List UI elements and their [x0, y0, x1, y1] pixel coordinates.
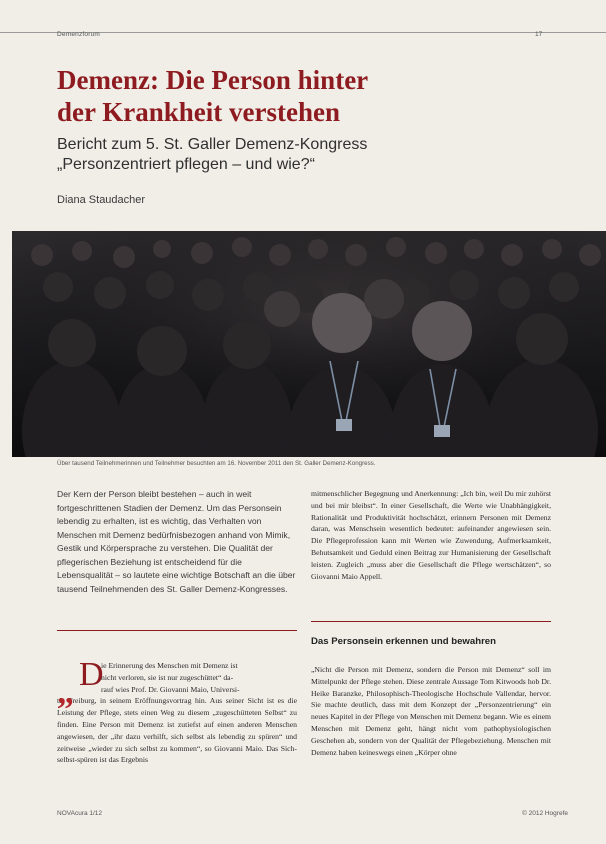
section-rule — [311, 621, 551, 622]
body-line-3: rauf wies Prof. Dr. Giovanni Maio, Universi- — [101, 684, 240, 694]
title-line-2: der Krankheit verstehen — [57, 97, 340, 127]
opening-quote-mark: „ — [57, 674, 74, 711]
body-line-2: nicht verloren, sie ist nur zugeschüttet“ da- — [101, 672, 234, 682]
photo-caption: Über tausend Teilnehmerinnen und Teilnehmer besuchten am 16. November 2011 den St. Galler Demenz-Kongress. — [57, 460, 376, 467]
subtitle-line-2: „Personzentriert pflegen – und wie?“ — [57, 156, 315, 173]
article-title — [57, 64, 557, 128]
congress-audience-photo — [12, 231, 606, 457]
section-heading: Das Personsein erkennen und bewahren — [311, 636, 497, 647]
author-name: Diana Staudacher — [57, 194, 146, 206]
article-subtitle — [57, 135, 557, 175]
footer-journal: NOVAcura 1/12 — [57, 810, 103, 817]
title-line-1: Demenz: Die Person hinter — [57, 65, 369, 95]
body-column-2-bottom: „Nicht die Person mit Demenz, sondern die Person mit Demenz“ soll im Mittelpunkt der Pflege stehen. Diese zentrale Aussage Tom Kitwoods hob Dr. Heike Baranzke, Philosophisch-Theologische Hochschule Vallendar, hervor. Sie machte deutlich, dass mit dem Konzept der „Personzentrierung“ ein neues Kapitel in der Pflege von Menschen mit Demenz begann. Wie es einem Menschen mit Demenz geht, hängt nicht vom pathophysiologischen Geschehen ab, sondern von der Qualität der Pflegebeziehung. Menschen mit Demenz haben keineswegs einen „Körper ohne — [311, 665, 551, 757]
footer-copyright: © 2012 Hogrefe — [522, 810, 568, 817]
subtitle-line-1: Bericht zum 5. St. Galler Demenz-Kongress — [57, 136, 368, 153]
page-number: 17 — [535, 31, 543, 38]
body-column-2-top: mitmenschlicher Begegnung und Anerkennung: „Ich bin, weil Du mir zuhörst und bei mir bleibst“. In einer Gesellschaft, die Werte wie Unabhängigkeit, Rationalität und Produktivität hochschätzt, erinnern Personen mit Demenz daran, was Menschsein wesentlich bedeutet: aufeinander angewiesen sein. Die Pflegeprofession kann mit Werten wie Zuwendung, Aufmerksamkeit, Behutsamkeit und Geduld einen Beitrag zur Humanisierung der Gesellschaft leisten. Zugleich „muss aber die Gesellschaft die Pflege wertschätzen“, so Giovanni Maio Appell. — [311, 489, 551, 581]
body-rest: tät Freiburg, in seinem Eröffnungsvortrag hin. Aus seiner Sicht ist es die Leistung der Pflege, stets einen Weg zu diesem „zugeschütteten Selbst“ zu finden. Eine Person mit Demenz ist zutiefst auf einen anderen Menschen angewiesen, der „ihr dazu verhilft, sich selbst als lebendig zu spüren“ und zeitweise „wieder zu sich selbst zu kommen“, so Giovanni Maio. Das Sich-selbst-spüren ist das Ergebnis — [57, 696, 297, 765]
article-intro: Der Kern der Person bleibt bestehen – auch in weit fortgeschrittenen Stadien der Demenz. Um das Personsein lebendig zu erhalten, ist es wichtig, das Verhalten von Menschen mit Demenz bedürfnisbezogen anhand von Mimik, Gestik und Körpersprache zu verstehen. Die Qualität der pflegerischen Beziehung ist entscheidend für die Lebensqualität – so lautete eine wichtige Botschaft an die über tausend Teilnehmenden des St. Galler Demenz-Kongresses. — [57, 489, 296, 594]
body-line-1: ie Erinnerung des Menschen mit Demenz ist — [101, 661, 238, 670]
drop-cap: D — [79, 656, 104, 693]
intro-rule — [57, 630, 297, 631]
section-label: Demenzforum — [57, 31, 101, 38]
